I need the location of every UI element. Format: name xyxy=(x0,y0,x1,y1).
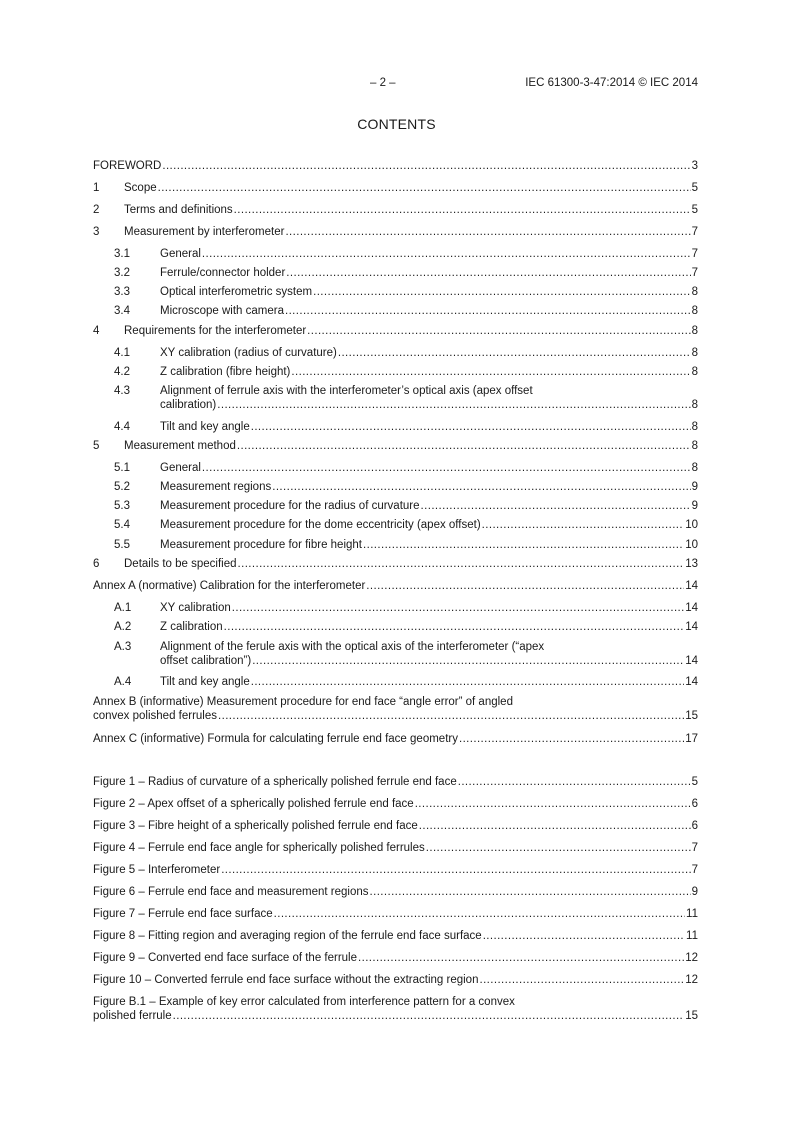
toc-page-number: 8 xyxy=(691,462,698,474)
toc-entry-number: 4.1 xyxy=(114,347,130,359)
toc-entry[interactable] xyxy=(160,365,698,379)
toc-entry-title: Figure 5 – Interferometer xyxy=(93,864,221,876)
dot-leader xyxy=(202,247,691,261)
dot-leader xyxy=(274,907,685,921)
dot-leader xyxy=(202,461,691,475)
toc-page-number: 7 xyxy=(691,226,698,238)
toc-entry-number: 4.4 xyxy=(114,421,130,433)
dot-leader xyxy=(285,304,691,318)
dot-leader xyxy=(237,439,691,453)
toc-page-number: 14 xyxy=(685,580,698,592)
toc-entry[interactable] xyxy=(160,499,698,513)
toc-entry-title: polished ferrule xyxy=(93,1010,172,1022)
toc-page-number: 9 xyxy=(691,886,698,898)
toc-entry[interactable] xyxy=(160,620,698,634)
toc-entry-title: FOREWORD xyxy=(93,160,162,172)
toc-page-number: 9 xyxy=(691,500,698,512)
toc-page-number: 8 xyxy=(691,325,698,337)
toc-entry-number: A.1 xyxy=(114,602,132,614)
toc-entry[interactable] xyxy=(124,557,698,571)
toc-page-number: 15 xyxy=(685,1010,698,1022)
toc-entry-title: General xyxy=(160,248,201,260)
toc-entry[interactable] xyxy=(160,675,698,689)
toc-entry-number: 5.4 xyxy=(114,519,130,531)
toc-entry-title: convex polished ferrules xyxy=(93,710,218,722)
toc-entry-number: 5.2 xyxy=(114,481,130,493)
dot-leader xyxy=(252,654,684,668)
toc-entry-number: 3.2 xyxy=(114,267,130,279)
toc-entry[interactable] xyxy=(124,439,698,453)
toc-entry-title: XY calibration (radius of curvature) xyxy=(160,347,337,359)
toc-entry-title: Measurement method xyxy=(124,440,236,452)
figure-list-entry[interactable] xyxy=(93,775,698,789)
toc-page-number: 10 xyxy=(685,519,698,531)
dot-leader xyxy=(426,841,691,855)
toc-entry-title: Figure 6 – Ferrule end face and measurement regions xyxy=(93,886,369,898)
toc-page-number: 7 xyxy=(691,248,698,260)
toc-page-number: 8 xyxy=(691,399,698,411)
toc-entry-number: 6 xyxy=(93,558,100,570)
toc-page-number: 13 xyxy=(685,558,698,570)
toc-entry-title: Optical interferometric system xyxy=(160,286,313,298)
dot-leader xyxy=(217,398,690,412)
figure-list-entry[interactable] xyxy=(93,885,698,899)
toc-entry-title: Ferrule/connector holder xyxy=(160,267,286,279)
toc-entry-number: 5.3 xyxy=(114,500,130,512)
dot-leader xyxy=(224,620,685,634)
toc-entry[interactable] xyxy=(93,709,698,723)
toc-page-number: 8 xyxy=(691,305,698,317)
toc-page-number: 6 xyxy=(691,798,698,810)
dot-leader xyxy=(338,346,691,360)
toc-entry-number: 3.3 xyxy=(114,286,130,298)
toc-entry[interactable] xyxy=(124,181,698,195)
dot-leader xyxy=(307,324,690,338)
toc-entry-title: calibration) xyxy=(160,399,217,411)
toc-entry-title: General xyxy=(160,462,201,474)
dot-leader xyxy=(419,819,691,833)
toc-page-number: 7 xyxy=(691,267,698,279)
toc-entry-title: Details to be specified xyxy=(124,558,237,570)
toc-entry-title: Measurement procedure for the radius of curvature xyxy=(160,500,420,512)
dot-leader xyxy=(158,181,691,195)
toc-entry[interactable] xyxy=(160,461,698,475)
toc-entry[interactable] xyxy=(124,225,698,239)
toc-entry-number: A.3 xyxy=(114,641,132,653)
toc-entry-title: Tilt and key angle xyxy=(160,421,250,433)
figure-list-entry[interactable] xyxy=(93,863,698,877)
toc-entry-number: 4.2 xyxy=(114,366,130,378)
toc-entry-number: 3.4 xyxy=(114,305,130,317)
toc-entry[interactable] xyxy=(160,398,698,412)
toc-page-number: 11 xyxy=(686,908,698,920)
figure-list-entry[interactable] xyxy=(93,951,698,965)
toc-page-number: 5 xyxy=(691,182,698,194)
toc-entry-number: 4 xyxy=(93,325,100,337)
toc-page-number: 14 xyxy=(685,655,698,667)
toc-page-number: 8 xyxy=(691,421,698,433)
toc-entry-title-line1: Figure B.1 – Example of key error calculated from interference pattern for a convex xyxy=(93,996,515,1008)
toc-entry[interactable] xyxy=(160,304,698,318)
toc-entry-title: Figure 7 – Ferrule end face surface xyxy=(93,908,273,920)
toc-entry-number: 5.5 xyxy=(114,539,130,551)
toc-entry[interactable] xyxy=(124,203,698,217)
toc-entry[interactable] xyxy=(93,732,698,746)
figure-list-entry[interactable] xyxy=(93,1009,698,1023)
toc-entry-title-line1: Alignment of the ferule axis with the optical axis of the interferometer (“apex xyxy=(160,641,545,653)
dot-leader xyxy=(272,480,690,494)
toc-page-number: 7 xyxy=(691,842,698,854)
toc-entry[interactable] xyxy=(160,518,698,532)
toc-entry-title: Scope xyxy=(124,182,157,194)
dot-leader xyxy=(286,266,690,280)
toc-page-number: 11 xyxy=(686,930,698,942)
toc-entry[interactable] xyxy=(160,420,698,434)
dot-leader xyxy=(415,797,691,811)
toc-entry-number: A.2 xyxy=(114,621,132,633)
toc-page-number: 12 xyxy=(685,952,698,964)
toc-entry[interactable] xyxy=(93,579,698,593)
toc-entry[interactable] xyxy=(160,480,698,494)
dot-leader xyxy=(251,675,684,689)
toc-entry[interactable] xyxy=(160,538,698,552)
toc-entry-title: Tilt and key angle xyxy=(160,676,250,688)
toc-entry-number: 1 xyxy=(93,182,100,194)
dot-leader xyxy=(363,538,684,552)
toc-entry-title: Figure 10 – Converted ferrule end face surface without the extracting region xyxy=(93,974,479,986)
toc-page-number: 14 xyxy=(685,621,698,633)
dot-leader xyxy=(162,159,690,173)
toc-entry[interactable] xyxy=(160,285,698,299)
toc-entry[interactable] xyxy=(160,654,698,668)
dot-leader xyxy=(238,557,685,571)
toc-page-number: 14 xyxy=(685,602,698,614)
toc-entry-number: 4.3 xyxy=(114,385,130,397)
toc-entry-title: XY calibration xyxy=(160,602,231,614)
dot-leader xyxy=(458,775,691,789)
toc-entry-number: A.4 xyxy=(114,676,132,688)
toc-entry-title: Figure 2 – Apex offset of a spherically polished ferrule end face xyxy=(93,798,414,810)
figure-list-entry[interactable] xyxy=(93,907,698,921)
toc-entry-number: 5.1 xyxy=(114,462,130,474)
dot-leader xyxy=(358,951,684,965)
toc-page-number: 7 xyxy=(691,864,698,876)
dot-leader xyxy=(482,518,685,532)
toc-entry[interactable] xyxy=(160,247,698,261)
toc-entry-title: Microscope with camera xyxy=(160,305,284,317)
toc-page-number: 6 xyxy=(691,820,698,832)
toc-entry-title-line1: Alignment of ferrule axis with the interferometer’s optical axis (apex offset xyxy=(160,385,533,397)
toc-page-number: 8 xyxy=(691,347,698,359)
toc-page-number: 8 xyxy=(691,366,698,378)
dot-leader xyxy=(483,929,685,943)
toc-entry-title: Annex A (normative) Calibration for the interferometer xyxy=(93,580,366,592)
toc-page-number: 3 xyxy=(691,160,698,172)
figure-list-entry[interactable] xyxy=(93,841,698,855)
toc-entry-title: Figure 1 – Radius of curvature of a spherically polished ferrule end face xyxy=(93,776,457,788)
toc-page-number: 17 xyxy=(685,733,698,745)
dot-leader xyxy=(421,499,691,513)
toc-entry-title: Figure 3 – Fibre height of a spherically polished ferrule end face xyxy=(93,820,418,832)
figure-list-entry[interactable] xyxy=(93,819,698,833)
dot-leader xyxy=(479,973,684,987)
toc-entry-title: Annex C (informative) Formula for calculating ferrule end face geometry xyxy=(93,733,458,745)
toc-page-number: 12 xyxy=(685,974,698,986)
toc-page-number: 9 xyxy=(691,481,698,493)
page-title: CONTENTS xyxy=(357,116,436,132)
toc-entry[interactable] xyxy=(160,346,698,360)
toc-entry-title: Figure 8 – Fitting region and averaging region of the ferrule end face surface xyxy=(93,930,482,942)
toc-entry-title: Z calibration xyxy=(160,621,223,633)
page-number: – 2 – xyxy=(370,77,396,89)
dot-leader xyxy=(291,365,690,379)
toc-entry-title-line1: Annex B (informative) Measurement procedure for end face “angle error” of angled xyxy=(93,696,513,708)
toc-entry[interactable] xyxy=(160,601,698,615)
standard-reference: IEC 61300-3-47:2014 © IEC 2014 xyxy=(525,77,698,89)
dot-leader xyxy=(221,863,690,877)
toc-entry-title: Measurement procedure for fibre height xyxy=(160,539,362,551)
figure-list-entry[interactable] xyxy=(93,973,698,987)
toc-entry-number: 5 xyxy=(93,440,100,452)
figure-list-entry[interactable] xyxy=(93,797,698,811)
toc-entry-title: Figure 9 – Converted end face surface of the ferrule xyxy=(93,952,358,964)
toc-page-number: 8 xyxy=(691,440,698,452)
toc-page-number: 8 xyxy=(691,286,698,298)
toc-entry-title: offset calibration”) xyxy=(160,655,252,667)
toc-entry-title: Measurement procedure for the dome eccentricity (apex offset) xyxy=(160,519,481,531)
toc-entry-number: 2 xyxy=(93,204,100,216)
toc-entry-number: 3 xyxy=(93,226,100,238)
toc-entry[interactable] xyxy=(160,266,698,280)
toc-entry-title: Terms and definitions xyxy=(124,204,233,216)
dot-leader xyxy=(218,709,684,723)
toc-page-number: 15 xyxy=(685,710,698,722)
toc-page-number: 10 xyxy=(685,539,698,551)
dot-leader xyxy=(251,420,691,434)
toc-page-number: 14 xyxy=(685,676,698,688)
toc-entry-title: Measurement by interferometer xyxy=(124,226,285,238)
toc-entry-number: 3.1 xyxy=(114,248,130,260)
dot-leader xyxy=(366,579,684,593)
dot-leader xyxy=(313,285,690,299)
toc-entry-title: Requirements for the interferometer xyxy=(124,325,307,337)
toc-entry-title: Z calibration (fibre height) xyxy=(160,366,291,378)
dot-leader xyxy=(285,225,690,239)
dot-leader xyxy=(232,601,684,615)
dot-leader xyxy=(173,1009,685,1023)
toc-page-number: 5 xyxy=(691,776,698,788)
dot-leader xyxy=(459,732,684,746)
toc-entry[interactable] xyxy=(93,159,698,173)
dot-leader xyxy=(234,203,691,217)
dot-leader xyxy=(370,885,691,899)
toc-entry-title: Measurement regions xyxy=(160,481,272,493)
figure-list-entry[interactable] xyxy=(93,929,698,943)
toc-entry[interactable] xyxy=(124,324,698,338)
toc-page-number: 5 xyxy=(691,204,698,216)
toc-entry-title: Figure 4 – Ferrule end face angle for spherically polished ferrules xyxy=(93,842,425,854)
